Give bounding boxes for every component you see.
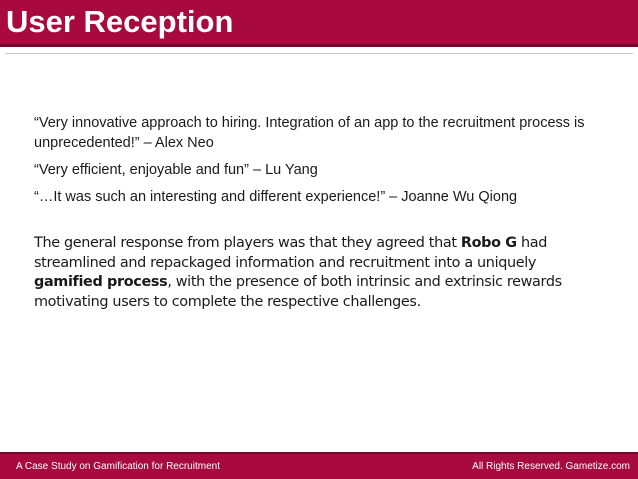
slide-title: User Reception bbox=[6, 4, 234, 39]
footer-bar bbox=[0, 452, 638, 479]
title-bar bbox=[0, 0, 638, 47]
response-bold-robo-g: Robo G bbox=[460, 235, 517, 251]
response-paragraph bbox=[34, 234, 604, 312]
footer-copyright: All Rights Reserved. Gametize.com bbox=[472, 461, 630, 472]
quote-alex-neo: “Very innovative approach to hiring. Integration of an app to the recruitment process is unprecedented!” – Alex Neo bbox=[34, 115, 585, 151]
quote-lu-yang: “Very efficient, enjoyable and fun” – Lu Yang bbox=[34, 162, 318, 178]
quotes-list bbox=[34, 113, 594, 214]
response-text-3: , with the presence of both intrinsic and extrinsic rewards motivating users to complete the respective challenges. bbox=[34, 274, 562, 310]
quote-joanne-wu-qiong: “…It was such an interesting and different experience!” – Joanne Wu Qiong bbox=[34, 189, 518, 205]
response-text-1: The general response from players was that they agreed that bbox=[34, 235, 461, 251]
response-bold-gamified-process: gamified process bbox=[34, 274, 168, 290]
divider bbox=[5, 53, 633, 54]
footer-case-study: A Case Study on Gamification for Recruitment bbox=[16, 461, 220, 472]
response-text-2: had streamlined and repackaged information and recruitment into a uniquely bbox=[34, 235, 547, 271]
